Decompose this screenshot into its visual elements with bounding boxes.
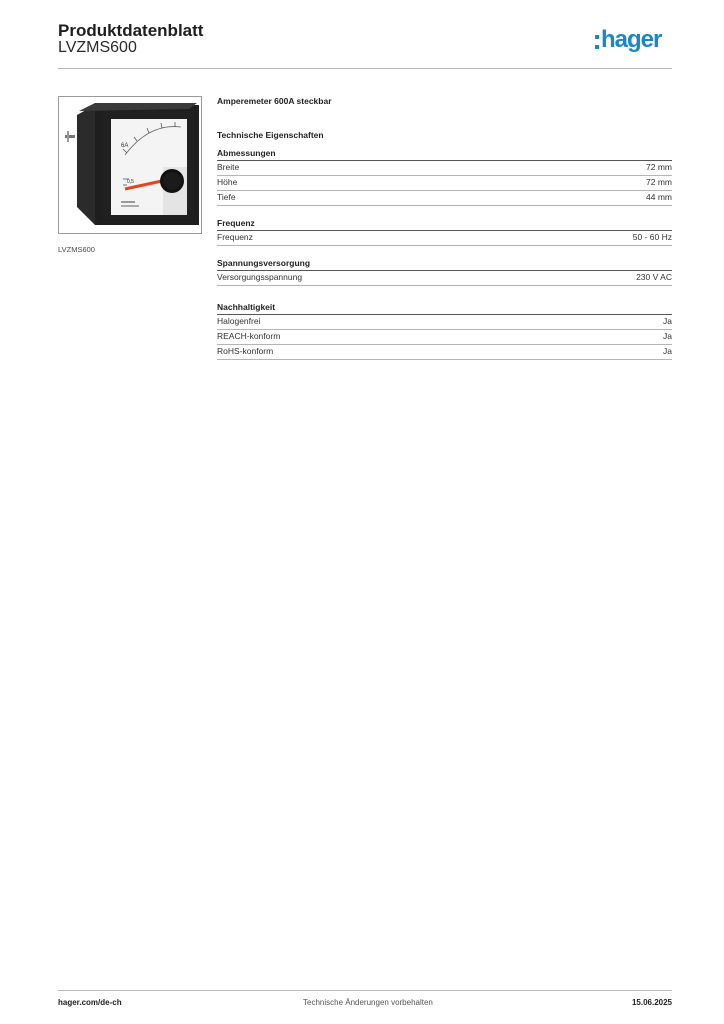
group-title: Nachhaltigkeit [217,302,672,315]
spec-row [217,345,672,360]
spec-row [217,161,672,176]
spec-label: Breite [217,162,240,172]
spec-value: 230 V AC [636,272,672,282]
dial-label-mid: 0,5 [127,179,134,185]
spec-row [217,271,672,286]
spec-row [217,176,672,191]
footer-date: 15.06.2025 [631,998,672,1007]
logo-dots-icon [595,35,599,49]
product-specs [217,96,672,360]
spec-group-dimensions [217,148,672,206]
product-name: Amperemeter 600A steckbar [217,96,332,106]
spec-row [217,330,672,345]
spec-group-frequency [217,218,672,246]
spec-label: Frequenz [217,232,253,242]
group-title: Spannungsversorgung [217,258,672,271]
spec-label: REACH-konform [217,331,281,341]
spec-row [217,231,672,246]
spec-value: 50 - 60 Hz [632,232,672,242]
footer-notice: Technische Änderungen vorbehalten [303,998,433,1007]
hager-logo [595,27,661,57]
spec-label: RoHS-konform [217,346,274,356]
group-title: Frequenz [217,218,672,231]
ammeter-illustration [59,97,201,233]
image-caption: LVZMS600 [58,245,95,254]
product-code: LVZMS600 [58,39,137,56]
group-title: Abmessungen [217,148,672,161]
spec-label: Halogenfrei [217,316,261,326]
spec-value: 72 mm [646,162,672,172]
spec-value: Ja [663,346,672,356]
spec-value: 72 mm [646,177,672,187]
product-image [58,96,202,234]
footer-divider [58,990,672,991]
spec-row [217,191,672,206]
page-title: Produktdatenblatt [58,21,204,40]
header-divider [58,68,672,69]
spec-label: Versorgungsspannung [217,272,303,282]
section-title: Technische Eigenschaften [217,130,324,140]
spec-row [217,315,672,330]
logo-text: hager [601,26,662,53]
spec-value: Ja [663,316,672,326]
spec-label: Tiefe [217,192,236,202]
spec-group-power-supply [217,258,672,286]
spec-value: Ja [663,331,672,341]
spec-label: Höhe [217,177,238,187]
spec-group-sustainability [217,302,672,360]
spec-value: 44 mm [646,192,672,202]
dial-label-top: 6A [121,143,129,149]
footer-website-link[interactable]: hager.com/de-ch [58,998,122,1007]
